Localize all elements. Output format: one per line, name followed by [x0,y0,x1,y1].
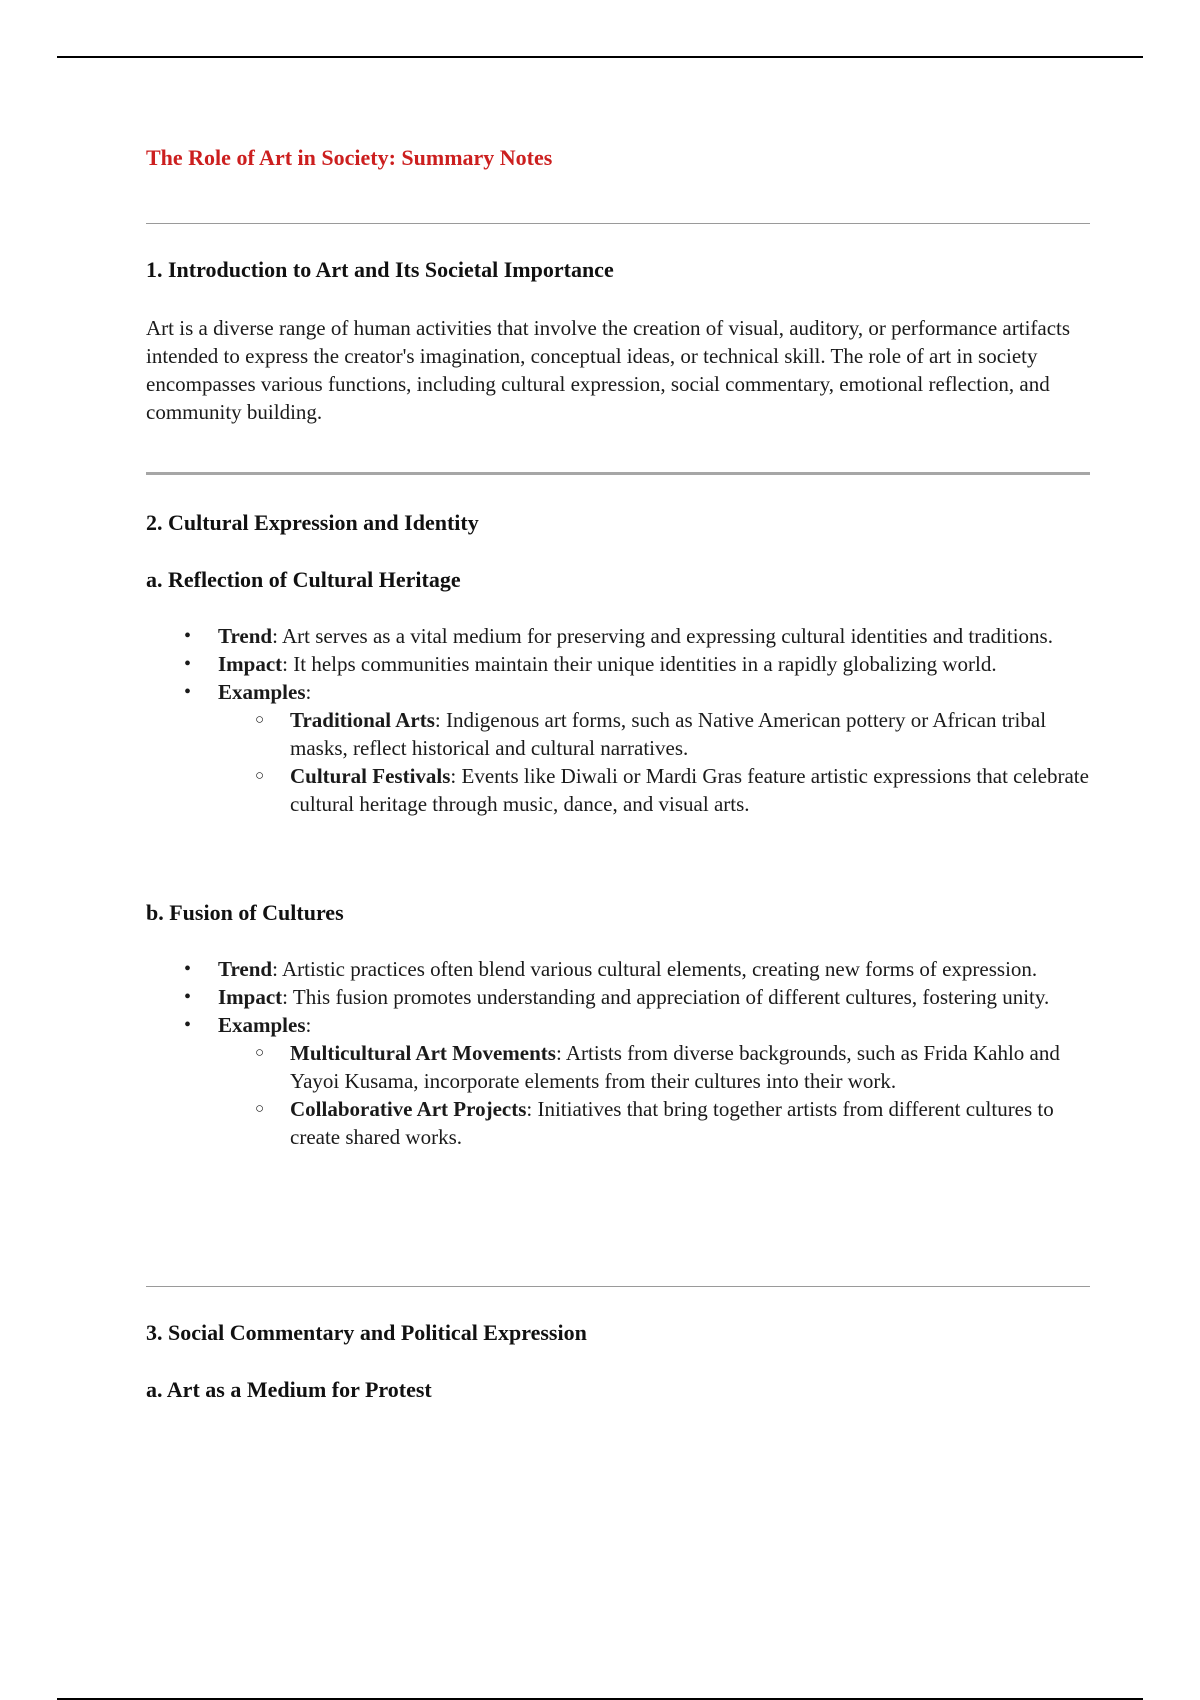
section-2-heading: 2. Cultural Expression and Identity [146,510,479,535]
bullet-icon: • [184,986,192,1008]
list-item [146,622,1090,650]
section-1-paragraph: Art is a diverse range of human activities that involve the creation of visual, auditory, or performance artifacts intended to express the creator's imagination, conceptual ideas, or technical skill. The role of art in society encompasses various functions, including cultural expression, social commentary, emotional reflection, and community building. [146,316,1071,424]
list-item [146,650,1090,678]
sub-list-item [218,706,1090,762]
item-label: Examples [218,680,306,704]
item-text: : This fusion promotes understanding and appreciation of different cultures, fostering unity. [282,985,1050,1009]
list-item [146,955,1090,983]
sub-list-item [218,1095,1090,1151]
item-text: : It helps communities maintain their unique identities in a rapidly globalizing world. [282,652,997,676]
sub-list-item [218,762,1090,818]
item-text: : [305,1013,312,1037]
examples-list [218,1039,1090,1151]
circle-bullet-icon: ○ [255,712,265,728]
item-label: Cultural Festivals [290,764,451,788]
item-text: : [305,680,312,704]
page-top-rule [57,56,1143,58]
list-item [146,983,1090,1011]
section-2b-list [146,955,1090,1151]
section-3-heading: 3. Social Commentary and Political Expression [146,1320,587,1345]
circle-bullet-icon: ○ [255,768,265,784]
item-label: Traditional Arts [290,708,435,732]
list-item [146,678,1090,818]
list-item [146,1011,1090,1151]
item-text: : Artistic practices often blend various cultural elements, creating new forms of expression. [272,957,1038,981]
section-1-heading: 1. Introduction to Art and Its Societal Importance [146,257,614,282]
item-text: : Initiatives that bring together artists from different cultures to create shared works. [290,1097,1054,1149]
bullet-icon: • [184,653,192,675]
item-text: : Events like Diwali or Mardi Gras feature artistic expressions that celebrate cultural heritage through music, dance, and visual arts. [290,764,1089,816]
item-label: Trend [218,957,273,981]
item-label: Examples [218,1013,306,1037]
examples-list [218,706,1090,818]
section-2b-heading: b. Fusion of Cultures [146,900,344,925]
circle-bullet-icon: ○ [255,1045,265,1061]
item-label: Trend [218,624,273,648]
item-label: Collaborative Art Projects [290,1097,527,1121]
bullet-icon: • [184,1014,192,1036]
circle-bullet-icon: ○ [255,1101,265,1117]
bullet-icon: • [184,958,192,980]
item-label: Impact [218,985,283,1009]
bullet-icon: • [184,625,192,647]
sub-list-item [218,1039,1090,1095]
section-3a-heading: a. Art as a Medium for Protest [146,1377,432,1402]
divider-1 [146,223,1090,224]
divider-3 [146,1286,1090,1287]
section-2a-heading: a. Reflection of Cultural Heritage [146,567,461,592]
section-2a-list [146,622,1090,818]
item-label: Impact [218,652,283,676]
bullet-icon: • [184,681,192,703]
item-label: Multicultural Art Movements [290,1041,556,1065]
divider-2 [146,472,1090,475]
item-text: : Art serves as a vital medium for preserving and expressing cultural identities and traditions. [272,624,1053,648]
item-text: : Artists from diverse backgrounds, such as Frida Kahlo and Yayoi Kusama, incorporate elements from their cultures into their work. [290,1041,1060,1093]
document-title: The Role of Art in Society: Summary Notes [146,145,553,170]
item-text: : Indigenous art forms, such as Native American pottery or African tribal masks, reflect historical and cultural narratives. [290,708,1047,760]
